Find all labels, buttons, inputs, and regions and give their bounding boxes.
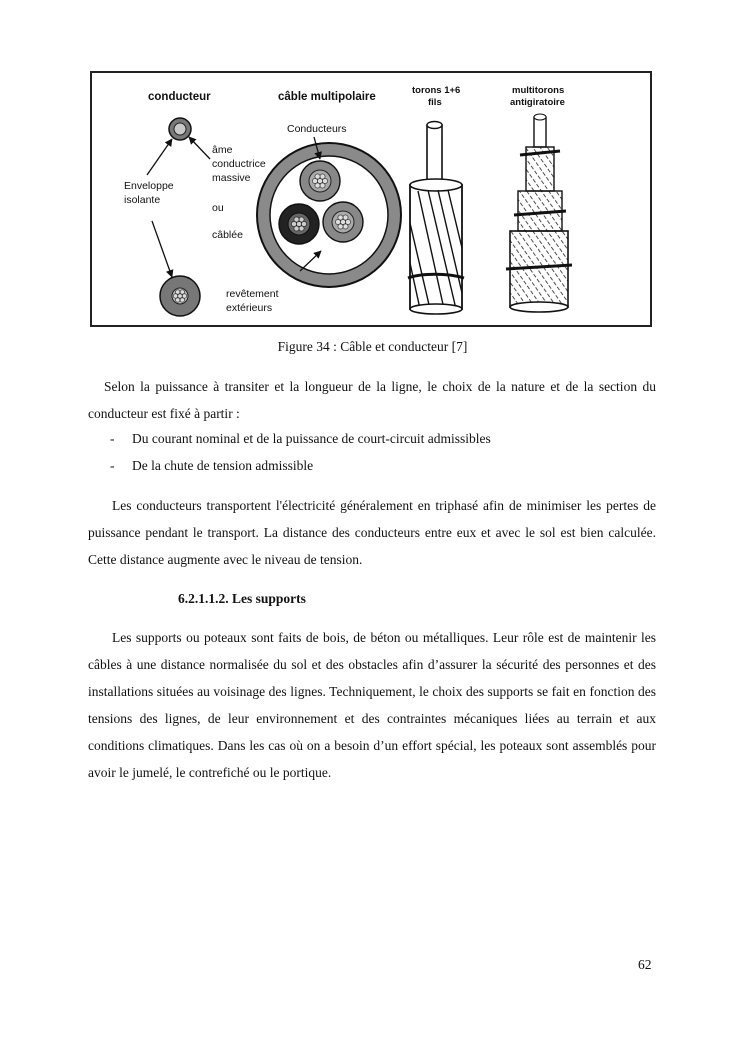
paragraph-1: Selon la puissance à transiter et la longueur de la ligne, le choix de la nature et de la section du conducteur est fixé à partir : (88, 379, 656, 421)
bullet-text: De la chute de tension admissible (132, 458, 314, 473)
multitorons-antigiratoire (506, 114, 572, 312)
arrows-enveloppe (147, 137, 210, 277)
label-conductrice: conductrice (212, 158, 266, 170)
label-ou: ou (212, 202, 224, 214)
cable-multipolaire (257, 137, 401, 287)
bullet-item-2 (110, 452, 313, 479)
figure-caption: Figure 34 : Câble et conducteur [7] (277, 339, 468, 354)
label-torons: torons 1+6 (412, 85, 461, 96)
section-heading: 6.2.1.1.2. Les supports (178, 591, 306, 606)
bullet-text: Du courant nominal et de la puissance de court-circuit admissibles (132, 431, 491, 446)
conducteur-cable (160, 276, 200, 316)
torons-1-6-fils (408, 122, 464, 315)
label-antigiratoire: antigiratoire (510, 97, 565, 108)
label-enveloppe: Enveloppe (124, 180, 174, 192)
label-revetement: revêtement (226, 288, 279, 300)
paragraph-3: Les supports ou poteaux sont faits de bois, de béton ou métalliques. Leur rôle est de maintenir les câbles à une distance normalisée du sol et des obstacles afin d’assurer la sécurité des personnes et des installations situées au voisinage des lignes. Techniquement, le choix des supports se fait en fonction des tensions des lignes, de leur environnement et des contraintes mécaniques liées au terrain et aux conditions climatiques. Dans les cas où on a besoin d’un effort spécial, les poteaux sont assemblés pour avoir le jumelé, le contrefiché ou le portique. (88, 630, 656, 780)
label-multitorons: multitorons (512, 85, 565, 96)
label-cablee: câblée (212, 229, 243, 241)
bullet-marker: - (110, 458, 115, 473)
conducteur-massif (169, 118, 191, 140)
label-isolante: isolante (124, 194, 161, 206)
label-conducteurs: Conducteurs (287, 123, 347, 135)
paragraph-2: Les conducteurs transportent l'électricité généralement en triphasé afin de minimiser les pertes de puissance pendant le transport. La distance des conducteurs entre eux et avec le sol est bien calculée. Cette distance augmente avec le niveau de tension. (88, 498, 656, 567)
bullet-marker: - (110, 431, 115, 446)
label-exterieurs: extérieurs (226, 302, 273, 314)
label-massive: massive (212, 172, 251, 184)
cable-illustration (92, 73, 650, 325)
label-cable-multipolaire: câble multipolaire (278, 91, 376, 103)
label-ame: âme (212, 144, 233, 156)
bullet-item-1 (110, 425, 491, 452)
page-number: 62 (638, 957, 652, 972)
label-fils: fils (428, 97, 442, 108)
figure-cable-conducteur (90, 71, 652, 327)
label-conducteur: conducteur (148, 91, 211, 103)
